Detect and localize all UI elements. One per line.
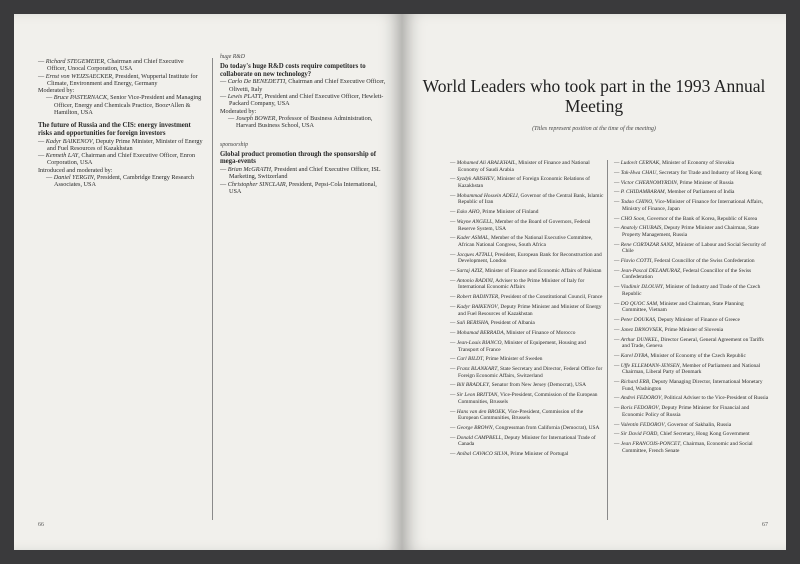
person-title: , President, Cambridge Energy Research Associates, USA	[54, 174, 195, 189]
person-name: Antonio BADINI	[456, 277, 493, 284]
person-name: Sartaj AZIZ	[456, 268, 483, 275]
person-entry: — Joseph BOWER, Professor of Business Administration, Harvard Business School, USA	[228, 114, 373, 130]
person-name: Uffe ELLEMANN-JENSEN	[620, 362, 680, 369]
person-title: , Senator from New Jersey (Democrat), USA	[488, 382, 586, 389]
person-entry: — Franz BLANKART, State Secretary and Director, Federal Office for Foreign Economic Affairs, Switzerland	[450, 366, 603, 379]
person-entry: — Mohamed Ali ABALKHAIL, Minister of Finance and National Economy of Saudi Arabia	[450, 160, 590, 173]
left-page	[14, 14, 402, 550]
person-entry: — Daniel YERGIN, President, Cambridge Energy Research Associates, USA	[46, 174, 195, 189]
person-title: , President of Albania	[488, 320, 535, 327]
person-entry: — Hans van den BROEK, Vice-President, Commission of the European Communities, Brussels	[450, 408, 584, 422]
introduced-label: Introduced and moderated by:	[38, 166, 113, 174]
leaders-list-right	[614, 160, 769, 458]
person-entry: — Peter DOUKAS, Deputy Minister of Finance of Greece	[614, 316, 740, 323]
person-title: , Member of Parliament of India	[664, 189, 735, 196]
person-name: CHO Soon	[620, 215, 645, 222]
person-name: Kadyr BAIKENOV	[456, 303, 498, 310]
person-title: , Chairman and Chief Executive Officer, Unocal Corporation, USA	[47, 58, 184, 73]
person-title: , State Secretary and Director, Federal Office for Foreign Economic Affairs, Switzerland	[458, 366, 603, 379]
person-title: , Secretary for Trade and Industry of Hong Kong	[656, 169, 762, 176]
person-title: , Chairman, Economic and Social Committee, French Senate	[622, 441, 753, 454]
person-entry: — Arthur DUNKEL, Director General, General Agreement on Tariffs and Trade, Geneva	[614, 336, 764, 350]
person-title: , President, Wuppertal Institute for Climate, Environment and Energy, Germany	[47, 72, 198, 87]
person-name: Jacques ATTALI	[456, 251, 493, 258]
person-entry: — Robert BADINTER, President of the Constitutional Council, France	[450, 294, 603, 301]
person-entry: — Victor CHERNOMYRDIN, Prime Minister of Russia	[614, 179, 734, 186]
person-entry: — Carl BILDT, Prime Minister of Sweden	[450, 356, 543, 363]
person-name: Franz BLANKART	[456, 366, 498, 373]
person-entry: — Mohammad Hossein ADELI, Governor of the Central Bank, Islamic Republic of Iran	[450, 192, 604, 206]
person-entry: — Karel DYBA, Minister of Economy of the Czech Republic	[614, 352, 746, 359]
person-entry: — Jean-Louis BIANCO, Minister of Equipement, Housing and Transport of France	[450, 339, 586, 353]
title-note: (Titles represent position at the time of the meeting)	[532, 126, 656, 132]
person-title: , Minister of Finance and National Economy of Saudi Arabia	[458, 160, 590, 173]
person-title: , Minister of Finance and Economic Affairs of Pakistan	[482, 268, 602, 275]
person-name: Peter DOUKAS	[620, 316, 656, 323]
person-name: Bill BRADLEY	[456, 382, 489, 389]
person-entry: — P. CHIDAMBARAM, Member of Parliament of India	[614, 189, 735, 196]
person-title: , Political Adviser to the Vice-President of Russia	[661, 395, 769, 402]
person-entry: — Carlo De BENEDETTI, Chairman and Chief Executive Officer, Olivetti, Italy	[220, 78, 386, 93]
person-name: Jean FRANCOIS-PONCET	[620, 441, 681, 448]
person-entry: — Sartaj AZIZ, Minister of Finance and Economic Affairs of Pakistan	[450, 268, 602, 275]
person-name: Victor CHERNOMYRDIN	[620, 179, 677, 186]
person-entry: — Kader ASMAL, Member of the National Executive Committee, African National Congress, South Africa	[450, 235, 593, 248]
person-name: Robert BADINTER	[456, 294, 499, 301]
participant-list	[38, 138, 204, 167]
person-name: Brian McGRATH	[227, 166, 271, 174]
person-entry: — Esko AHO, Prime Minister of Finland	[450, 209, 539, 216]
person-name: George BROWN	[456, 424, 493, 431]
person-title: , Deputy Minister for International Trade of Canada	[458, 434, 596, 448]
person-title: , Chief Secretary, Hong Kong Government	[657, 431, 750, 438]
page-number: 67	[762, 522, 768, 528]
person-entry: — Sali BERISHA, President of Albania	[450, 320, 535, 327]
person-name: Mohamed Ali ABALKHAIL	[456, 160, 516, 166]
person-entry: — Richard ERB, Deputy Managing Director, International Monetary Fund, Washington	[614, 379, 763, 392]
person-entry: — Mohamad BERRADA, Minister of Finance of Morocco	[450, 330, 576, 337]
person-entry: — Boris FEDOROV, Deputy Prime Minister for Financial and Economic Policy of Russia	[614, 405, 750, 418]
person-name: Kenneth LAY	[45, 152, 79, 160]
person-title: , Vice-President, Commission of the European Communities, Brussels	[458, 408, 584, 422]
person-name: Christopher SINCLAIR	[227, 180, 286, 188]
participant-list	[220, 166, 390, 195]
leaders-list-left	[450, 160, 605, 461]
page-number: 66	[38, 522, 44, 528]
person-title: , Governor of Sakhalin, Russia	[664, 421, 732, 428]
person-name: Ernst von WEIZSAECKER	[45, 72, 113, 80]
person-title: , Chairman and Chief Executive Officer, Enron Corporation, USA	[47, 152, 196, 167]
person-name: Bruce PASTERNACK	[53, 94, 108, 102]
person-name: Aníbal CAVACO SILVA	[456, 451, 508, 458]
person-title: , Minister of Equipement, Housing and Transport of France	[458, 339, 586, 353]
person-entry: — Jean FRANCOIS-PONCET, Chairman, Economic and Social Committee, French Senate	[614, 441, 753, 454]
person-title: , Member of Parliament and National Chairman, Liberal Party of Denmark	[622, 362, 761, 376]
person-entry: — Uffe ELLEMANN-JENSEN, Member of Parliament and National Chairman, Liberal Party of Denmark	[614, 362, 761, 376]
person-entry: — DO QUOC SAM, Minister and Chairman, State Planning Committee, Vietnam	[614, 300, 744, 314]
person-entry: — Wayne ANGELL, Member of the Board of Governors, Federal Reserve System, USA	[450, 218, 591, 232]
person-name: Mohamad BERRADA	[456, 330, 504, 337]
person-name: P. CHIDAMBARAM	[620, 189, 665, 196]
person-title: , Chairman and Chief Executive Officer, Olivetti, Italy	[229, 78, 386, 93]
person-name: Syzdyk ABISHEV	[456, 176, 495, 183]
person-entry: — Donald CAMPBELL, Deputy Minister for International Trade of Canada	[450, 434, 596, 448]
person-name: Tak-Hwa CHAU	[620, 169, 657, 176]
person-name: Daniel YERGIN	[53, 174, 94, 182]
person-title: , Prime Minister of Finland	[479, 209, 539, 216]
person-title: , Deputy Prime Minister, Minister of Energy and Fuel Resources of Kazakhstan	[47, 137, 203, 152]
person-name: Sir Leon BRITTAN	[456, 392, 498, 399]
session-tag: huge R&D	[220, 54, 245, 60]
person-entry: — Janez DRNOVSEK, Prime Minister of Slovenia	[614, 326, 724, 333]
session-title: The future of Russia and the CIS: energy investment risks and opportunities for foreign investors	[38, 122, 191, 137]
person-name: Sali BERISHA	[456, 320, 489, 327]
person-title: , Governor of the Central Bank, Islamic Republic of Iran	[458, 192, 604, 206]
person-title: , President and Chief Executive Officer, Hewlett-Packard Company, USA	[229, 93, 384, 108]
person-title: , Vice-Minister of Finance for International Affairs, Ministry of Finance, Japan	[622, 199, 764, 212]
person-entry: — Vladimir DLOUHY, Minister of Industry and Trade of the Czech Republic	[614, 284, 761, 297]
moderator-entry	[38, 94, 204, 116]
participant-list	[38, 58, 204, 87]
person-title: , Minister of Foreign Economic Relations of Kazakhstan	[458, 176, 590, 189]
person-name: Tadao CHINO	[620, 199, 653, 206]
person-name: Jean-Louis BIANCO	[456, 339, 502, 346]
person-entry: — Jacques ATTALI, President, European Bank for Reconstruction and Development, London	[450, 251, 602, 265]
person-title: , Minister of Finance of Morocco	[503, 330, 576, 337]
person-name: Hans van den BROEK	[456, 408, 506, 415]
person-name: Richard ERB	[620, 379, 650, 386]
person-title: , Director General, General Agreement on Tariffs and Trade, Geneva	[622, 336, 764, 350]
person-entry: — Kadyr BAIKENOV, Deputy Prime Minister and Minister of Energy and Fuel Resources of Kazakhstan	[450, 303, 602, 317]
moderator-entry	[38, 174, 204, 189]
person-name: Karel DYBA	[620, 352, 648, 359]
person-title: , Minister and Chairman, State Planning Committee, Vietnam	[622, 300, 744, 314]
person-entry: — Christopher SINCLAIR, President, Pepsi-Cola International, USA	[220, 180, 377, 195]
person-name: Mohammad Hossein ADELI	[456, 192, 518, 199]
person-entry: — Brian McGRATH, President and Chief Executive Officer, ISL Marketing, Switzerland	[220, 166, 381, 181]
person-title: , Minister of Industry and Trade of the Czech Republic	[622, 284, 761, 297]
person-title: , Governor of the Bank of Korea, Republic of Korea	[644, 215, 757, 222]
person-name: Rene CORTAZAR SANZ	[620, 241, 674, 248]
person-name: Flavio COTTI	[620, 258, 652, 265]
person-title: , Minister of Economy of the Czech Republic	[647, 352, 746, 359]
left-column-2	[220, 54, 390, 195]
person-name: Arthur DUNKEL	[620, 336, 658, 343]
person-name: Kader ASMAL	[456, 235, 489, 242]
person-entry: — Ernst von WEIZSAECKER, President, Wuppertal Institute for Climate, Environment and Energy, Germany	[38, 72, 198, 87]
person-entry: — Bill BRADLEY, Senator from New Jersey (Democrat), USA	[450, 382, 586, 389]
left-column-1	[38, 58, 204, 189]
session-title: Global product promotion through the sponsorship of mega-events	[220, 150, 376, 166]
person-entry: — Tadao CHINO, Vice-Minister of Finance for International Affairs, Ministry of Finance, Japan	[614, 199, 764, 212]
person-title: , Senior Vice-President and Managing Officer, Energy and Chemicals Practice, Booz•Allen & Hamilton, USA	[54, 94, 202, 117]
person-title: , Deputy Prime Minister for Financial and Economic Policy of Russia	[622, 405, 750, 418]
person-title: , Federal Councillor of the Swiss Confederation	[651, 258, 755, 265]
person-name: Sir David FORD	[620, 431, 658, 438]
person-name: Donald CAMPBELL	[456, 434, 502, 441]
person-entry: — Jean-Pascal DELAMURAZ, Federal Councillor of the Swiss Confederation	[614, 267, 752, 281]
column-divider	[212, 58, 213, 520]
moderator-entry	[220, 115, 390, 130]
person-name: Carlo De BENEDETTI	[227, 78, 286, 86]
person-name: Janez DRNOVSEK	[620, 326, 662, 333]
person-name: Esko AHO	[456, 209, 480, 216]
person-name: DO QUOC SAM	[620, 300, 657, 307]
participant-list	[220, 78, 390, 107]
person-entry: — Rene CORTAZAR SANZ, Minister of Labour and Social Security of Chile	[614, 241, 766, 255]
person-title: , Vice-President, Commission of the European Communities, Brussels	[458, 392, 598, 405]
column-divider	[607, 160, 608, 520]
person-entry: — Valentin FEDOROV, Governor of Sakhalin, Russia	[614, 421, 732, 428]
person-title: , President, European Bank for Reconstruction and Development, London	[458, 251, 602, 265]
person-title: , Prime Minister of Slovenia	[661, 326, 724, 333]
moderated-label: Moderated by:	[38, 87, 75, 95]
person-entry: — Kadyr BAIKENOV, Deputy Prime Minister, Minister of Energy and Fuel Resources of Kazakhstan	[38, 137, 203, 152]
person-entry: — Andrei FEDOROV, Political Adviser to the Vice-President of Russia	[614, 395, 769, 402]
person-entry: — Anatoly CHUBAIS, Deputy Prime Minister and Chairman, State Property Management, Russia	[614, 225, 759, 238]
person-name: Andrei FEDOROV	[620, 395, 662, 402]
page-title: World Leaders who took part in the 1993 Annual Meeting	[422, 76, 766, 116]
person-title: , Federal Councillor of the Swiss Confederation	[622, 267, 752, 281]
person-entry: — Antonio BADINI, Adviser to the Prime Minister of Italy for International Economic Affairs	[450, 277, 585, 291]
person-title: , Member of the National Executive Committee, African National Congress, South Africa	[458, 235, 593, 248]
person-title: , Prime Minister of Russia	[676, 179, 734, 186]
person-title: , Deputy Minister of Finance of Greece	[655, 316, 740, 323]
person-entry: — Aníbal CAVACO SILVA, Prime Minister of Portugal	[450, 451, 569, 458]
person-title: , President of the Constitutional Council, France	[498, 294, 603, 301]
person-title: , Minister of Labour and Social Security of Chile	[622, 241, 766, 255]
person-title: , Member of the Board of Governors, Federal Reserve System, USA	[458, 218, 591, 232]
person-entry: — Kenneth LAY, Chairman and Chief Executive Officer, Enron Corporation, USA	[38, 152, 196, 167]
session-title: Do today's huge R&D costs require competitors to collaborate on new technology?	[220, 63, 366, 78]
person-title: , Deputy Prime Minister and Minister of Energy and Fuel Resources of Kazakhstan	[458, 303, 602, 317]
person-title: , Prime Minister of Portugal	[507, 451, 569, 458]
person-title: , Congressman from California (Democrat), USA	[492, 424, 600, 431]
person-name: Anatoly CHUBAIS	[620, 225, 662, 232]
person-name: Joseph BOWER	[235, 114, 276, 122]
person-entry: — CHO Soon, Governor of the Bank of Korea, Republic of Korea	[614, 215, 757, 222]
person-name: Ludovit CERNAK	[620, 160, 660, 166]
person-entry: — Sir David FORD, Chief Secretary, Hong Kong Government	[614, 431, 750, 438]
person-name: Kadyr BAIKENOV	[45, 137, 93, 145]
person-name: Lewis PLATT	[227, 93, 262, 101]
person-entry: — Tak-Hwa CHAU, Secretary for Trade and Industry of Hong Kong	[614, 169, 762, 176]
person-title: , President and Chief Executive Officer, ISL Marketing, Switzerland	[229, 166, 381, 181]
person-entry: — Flavio COTTI, Federal Councillor of the Swiss Confederation	[614, 258, 755, 265]
person-title: , Minister of Economy of Slovakia	[659, 160, 735, 166]
person-entry: — Bruce PASTERNACK, Senior Vice-President and Managing Officer, Energy and Chemicals Practice, Booz•Allen & Hamilton, USA	[46, 94, 202, 117]
person-entry: — Sir Leon BRITTAN, Vice-President, Commission of the European Communities, Brussels	[450, 392, 598, 405]
person-title: , Professor of Business Administration, Harvard Business School, USA	[236, 114, 373, 130]
person-entry: — Ludovit CERNAK, Minister of Economy of Slovakia	[614, 160, 735, 166]
person-name: Boris FEDOROV	[620, 405, 659, 412]
person-name: Wayne ANGELL	[456, 218, 493, 225]
session-tag: sponsorship	[220, 141, 249, 148]
person-title: , Deputy Prime Minister and Chairman, State Property Management, Russia	[622, 225, 759, 238]
person-name: Vladimir DLOUHY	[620, 284, 663, 291]
person-name: Carl BILDT	[456, 356, 483, 363]
person-entry: — Syzdyk ABISHEV, Minister of Foreign Economic Relations of Kazakhstan	[450, 176, 590, 189]
moderated-label: Moderated by:	[220, 107, 257, 115]
person-entry: — Richard STEGEMEIER, Chairman and Chief Executive Officer, Unocal Corporation, USA	[38, 58, 184, 73]
person-entry: — George BROWN, Congressman from California (Democrat), USA	[450, 424, 600, 431]
person-name: Jean-Pascal DELAMURAZ	[620, 267, 681, 274]
person-title: , Prime Minister of Sweden	[482, 356, 543, 363]
person-name: Richard STEGEMEIER	[45, 58, 105, 65]
person-title: , Deputy Managing Director, International Monetary Fund, Washington	[622, 379, 763, 392]
right-page	[402, 14, 786, 550]
person-title: , President, Pepsi-Cola International, USA	[229, 180, 377, 195]
person-entry: — Lewis PLATT, President and Chief Executive Officer, Hewlett-Packard Company, USA	[220, 93, 384, 108]
person-name: Valentin FEDOROV	[620, 421, 665, 428]
person-title: , Adviser to the Prime Minister of Italy for International Economic Affairs	[458, 277, 585, 291]
